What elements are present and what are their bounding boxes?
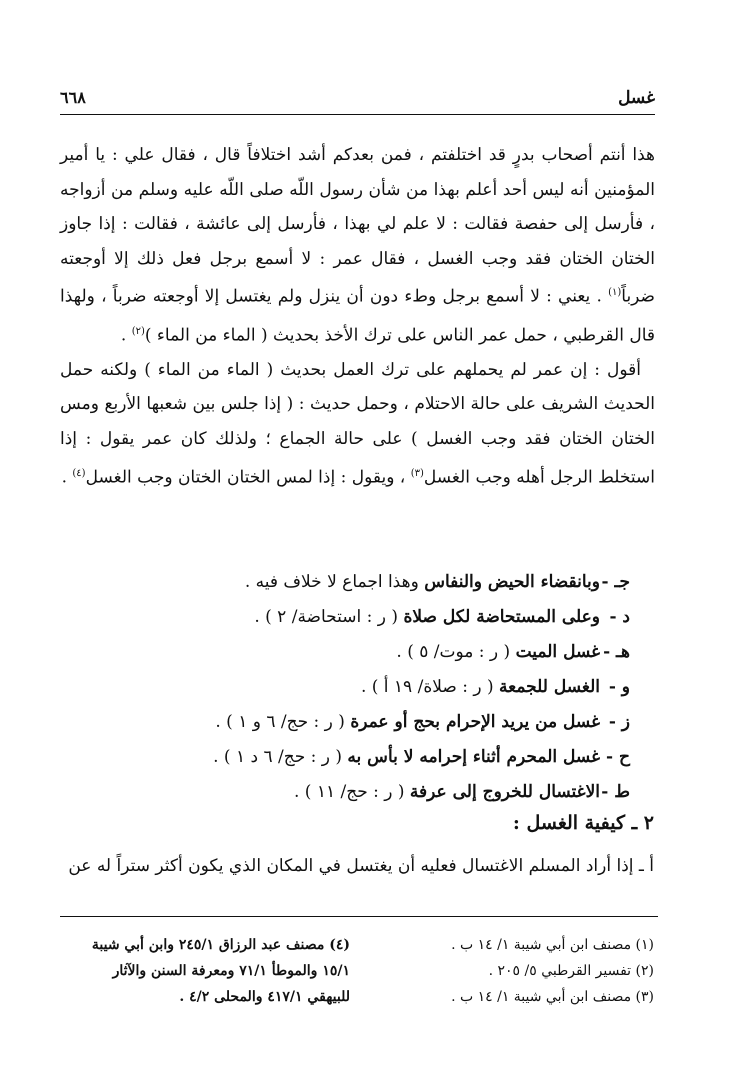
- list-marker: د -: [609, 607, 630, 627]
- footnote: (٣) مصنف ابن أبي شيبة ١/ ١٤ ب .: [451, 989, 654, 1005]
- list-item-rest: ( ر : حج/ ١١ ) .: [294, 782, 410, 802]
- list-marker: ز -: [608, 712, 630, 732]
- footnote-ref-4: (٤): [72, 467, 86, 479]
- list-item: [60, 600, 630, 635]
- footnote-ref-2: (٢): [131, 325, 145, 337]
- footnote: (٢) تفسير القرطبي ٥/ ٢٠٥ .: [488, 963, 654, 979]
- list-marker: ط -: [601, 782, 630, 802]
- list-item: [60, 565, 630, 600]
- footnote-ref-3: (٣): [410, 467, 424, 479]
- ghusl-occasions-list: [60, 565, 630, 810]
- paragraph-1-end: .: [120, 325, 132, 346]
- list-item: [60, 670, 630, 705]
- list-marker: و -: [608, 677, 630, 697]
- section-first-line: أ ـ إذا أراد المسلم الاغتسال فعليه أن يغتسل في المكان الذي يكون أكثر ستراً له عن: [68, 856, 654, 876]
- page-number: ٦٦٨: [60, 88, 86, 107]
- list-item-rest: وهذا اجماع لا خلاف فيه .: [244, 572, 425, 592]
- list-item-title: غسل من يريد الإحرام بحج أو عمرة: [350, 712, 600, 732]
- paragraph-2: [60, 353, 655, 495]
- list-item-title: غسل المحرم أثناء إحرامه لا بأس به: [347, 747, 600, 767]
- footnote-separator: [60, 916, 658, 917]
- list-item-rest: ( ر : حج/ ٦ د ١ ) .: [213, 747, 348, 767]
- footnote: ١٥/١ والموطأ ٧١/١ ومعرفة السنن والآثار: [112, 963, 350, 979]
- list-marker: جـ -: [601, 572, 630, 592]
- list-item-rest: ( ر : صلاة/ ١٩ أ ) .: [360, 677, 499, 697]
- paragraph-2-text: أقول : إن عمر لم يحملهم على ترك العمل بحديث ( الماء من الماء ) ولكنه حمل الحديث الشريف على حالة الاحتلام ، وحمل حديث : ( إذا جلس بين شعبها الأربع ومس الختان الختان فقد وجب الغسل ) على حالة الجماع ؛ ولذلك كان عمر يقول : إذا استخلط الرجل أهله وجب الغسل: [60, 359, 655, 488]
- paragraph-1: [60, 138, 655, 353]
- running-title: غسل: [618, 88, 655, 108]
- list-item: [60, 705, 630, 740]
- list-item-title: وبانقضاء الحيض والنفاس: [424, 572, 600, 592]
- footnotes-right-column: [384, 932, 654, 1010]
- paragraph-1-text: هذا أنتم أصحاب بدرٍ قد اختلفتم ، فمن بعدكم أشد اختلافاً قال ، فقال علي : يا أمير المؤمنين أنه ليس أحد أعلم بهذا من شأن رسول اللّه صلى اللّه عليه وسلم من أزواجه ، فأرسل إلى حفصة فقالت : لا علم لي بهذا ، فأرسل إلى عائشة ، فقالت : إذا جاوز الختان الختان فقد وجب الغسل ، فقال عمر : لا أسمع برجل فعل ذلك إلا أوجعته ضرباً: [60, 145, 655, 308]
- list-item-title: غسل الميت: [515, 642, 600, 662]
- footnotes-left-column: [60, 932, 350, 1010]
- main-text: [60, 138, 655, 495]
- list-item-rest: ( ر : موت/ ٥ ) .: [396, 642, 516, 662]
- list-item-title: الاغتسال للخروج إلى عرفة: [409, 782, 600, 802]
- page-header: [60, 88, 655, 115]
- section-heading: ٢ ـ كيفية الغسل :: [512, 812, 654, 834]
- list-item-title: وعلى المستحاضة لكل صلاة: [403, 607, 600, 627]
- list-item-title: الغسل للجمعة: [499, 677, 600, 697]
- footnote: (٤) مصنف عبد الرزاق ٢٤٥/١ وابن أبي شيبة: [91, 937, 350, 953]
- paragraph-1-cont: . يعني : لا أسمع برجل وطء دون أن ينزل ولم يغتسل إلا أوجعته ضرباً ، ولهذا قال القرطبي ، حمل عمر الناس على ترك الأخذ بحديث ( الماء من الماء ): [60, 287, 655, 346]
- paragraph-2-end: .: [61, 467, 73, 488]
- paragraph-2-cont: ، ويقول : إذا لمس الختان الختان وجب الغسل: [85, 467, 411, 488]
- list-item: [60, 635, 630, 670]
- list-item-rest: ( ر : استحاضة/ ٢ ) .: [254, 607, 404, 627]
- footnote: (١) مصنف ابن أبي شيبة ١/ ١٤ ب .: [451, 937, 654, 953]
- list-marker: هـ -: [603, 642, 630, 662]
- list-item: [60, 740, 630, 775]
- footnote-ref-1: (١): [608, 287, 622, 299]
- footnote: للبيهقي ٤١٧/١ والمحلى ٤/٢ .: [179, 989, 350, 1005]
- list-item: [60, 775, 630, 810]
- list-marker: ح -: [606, 747, 630, 767]
- list-item-rest: ( ر : حج/ ٦ و ١ ) .: [215, 712, 351, 732]
